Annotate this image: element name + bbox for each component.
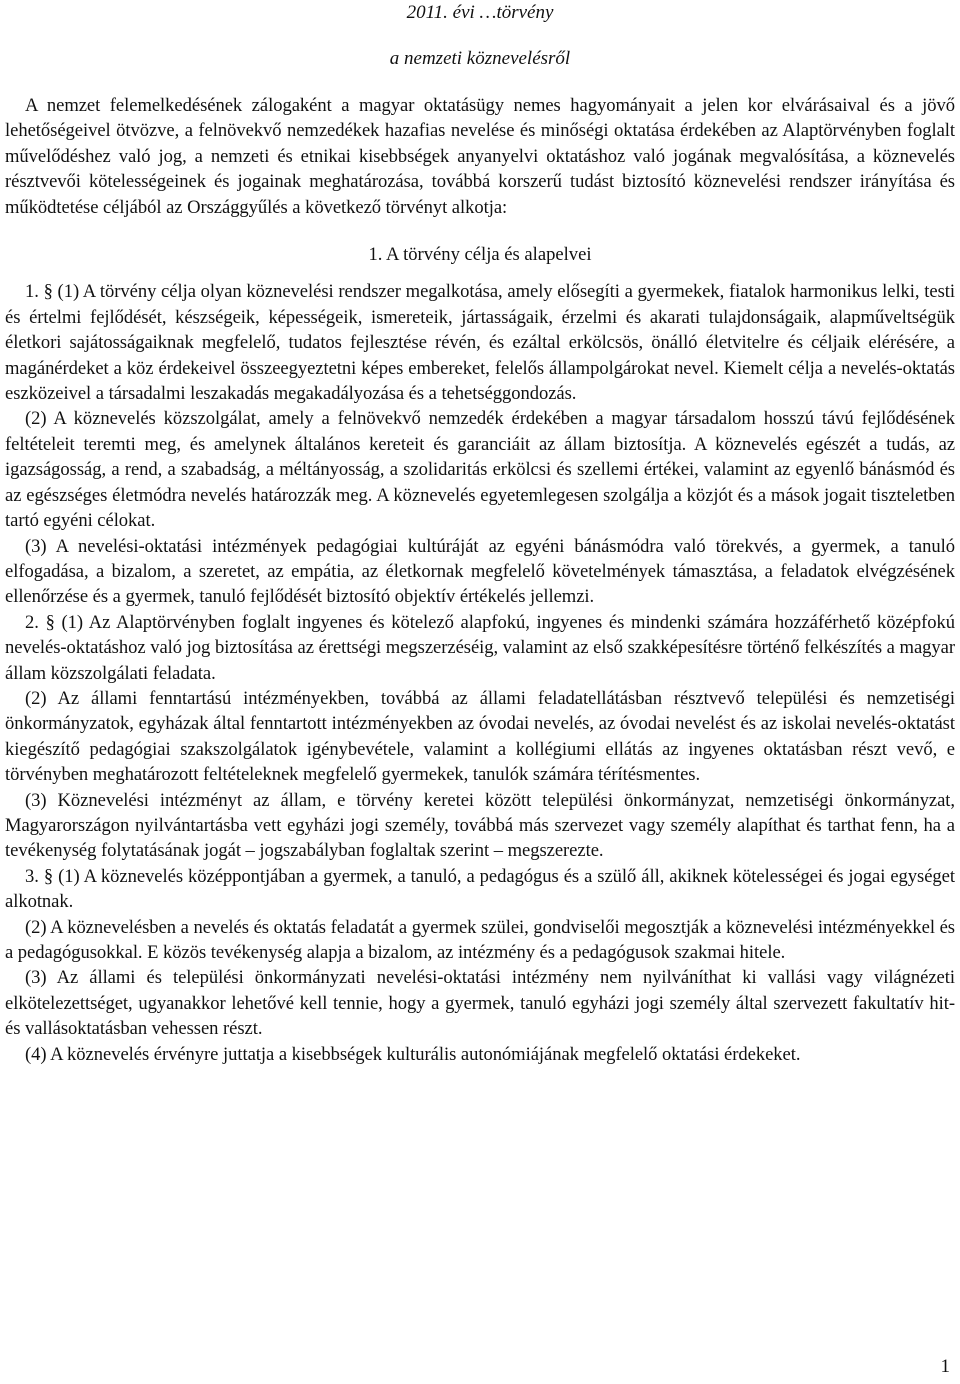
section-2-paragraph-1: 2. § (1) Az Alaptörvényben foglalt ingyenes és kötelező alapfokú, ingyenes és mindenki számára hozzáférhető középfokú nevelés-oktatáshoz való jog biztosítása az érettségi megszerzéséig, valamint az első szakképesítésre történő felkészítés a magyar állam közszolgálati feladata.: [5, 611, 955, 684]
section-3-paragraph-1: 3. § (1) A köznevelés középpontjában a gyermek, a tanuló, a pedagógus és a szülő áll, akiknek kötelességei és jogai egységet alkotnak.: [5, 865, 955, 913]
section-2-paragraph-2: (2) Az állami fenntartású intézményekben, továbbá az állami feladatellátásban résztvevő települési és nemzetiségi önkormányzatok, egyházak által fenntartott intézményekben az óvodai nevelés, az óvodai nevelést és az iskolai nevelés-oktatást kiegészítő pedagógiai szakszolgálatok igénybevétele, valamint a kollégiumi ellátás az ingyenes oktatásban részt vevő, e törvényben meghatározott feltételeknek megfelelő gyermekek, tanulók számára térítésmentes.: [5, 687, 955, 786]
section-1-paragraph-1: 1. § (1) A törvény célja olyan köznevelési rendszer megalkotása, amely elősegíti a gyermekek, fiatalok harmonikus lelki, testi és értelmi fejlődését, készségeik, képességeik, ismereteik, jártasságaik, érzelmi és akarati tulajdonságaik, alapműveltségük életkori sajátosságaiknak megfelelő, tudatos fejlesztése révén, és ezáltal erkölcsös, önálló életvitelre és céljaik elérésére, a magánérdeket a köz érdekeivel összeegyeztetni képes embereket, felelős állampolgárokat nevel. Kiemelt célja a nevelés-oktatás eszközeivel a társadalmi leszakadás megakadályozása és a tehetséggondozás.: [5, 281, 955, 405]
section-1-paragraph-3: (3) A nevelési-oktatási intézmények pedagógiai kultúráját az egyéni bánásmódra való törekvés, a gyermek, a tanuló elfogadása, a bizalom, a szeretet, az empátia, az életkornak megfelelő követelmények támasztása, a feladatok elvégzésének ellenőrzése és a gyermek, tanuló fejlődését biztosító objektív értékelés jellemzi.: [5, 535, 955, 608]
law-number-title: 2011. évi …törvény: [406, 2, 554, 23]
section-2-paragraph-3: (3) Köznevelési intézményt az állam, e törvény keretei között települési önkormányzat, nemzetiségi önkormányzat, Magyarországon nyilvántartásba vett egyházi jogi személy, továbbá más szervezet vagy személy alapíthat és tarthat fenn, ha a tevékenység folytatásának jogát – jogszabályban foglaltak szerint – megszerezte.: [5, 789, 955, 862]
section-3-paragraph-3: (3) Az állami és települési önkormányzati nevelési-oktatási intézmény nem nyilváníthat ki vallási vagy világnézeti elkötelezettséget, ugyanakkor lehetővé kell tennie, hogy a gyermek, tanuló egyházi jogi személy által szervezett fakultatív hit- és vallásoktatásban vehessen részt.: [5, 967, 955, 1040]
section-1-paragraph-2: (2) A köznevelés közszolgálat, amely a felnövekvő nemzedék érdekében a magyar társadalom hosszú távú fejlődésének feltételeit teremti meg, és amelynek általános kereteit és garanciáit az állam biztosítja. A köznevelés egészét a tudás, az igazságosság, a rend, a szabadság, a méltányosság, a szolidaritás erkölcsi és szellemi értékei, valamint az egyenlő bánásmód és az egészséges életmódra nevelés határozzák meg. A köznevelés egyetemlegesen szolgálja a közjót és a mások jogait tiszteletben tartó egyéni célokat.: [5, 408, 955, 532]
preamble-text: A nemzet felemelkedésének zálogaként a magyar oktatásügy nemes hagyományait a jelen kor elvárásaival és a jövő lehetőségeivel ötvözve, a felnövekvő nemzedékek hazafias nevelése és minőségi oktatása érdekében az Alaptörvényben foglalt művelődéshez való jog, a nemzeti és etnikai kisebbségek anyanyelvi oktatáshoz való jogának megvalósítása, a köznevelés résztvevői kötelességeinek és jogainak meghatározása, továbbá korszerű tudást biztosító köznevelési rendszer irányítása és működtetése céljából az Országgyűlés a következő törvényt alkotja:: [5, 95, 955, 218]
section-3-paragraph-4: (4) A köznevelés érvényre juttatja a kisebbségek kulturális autonómiájának megfelelő oktatási érdekeket.: [25, 1043, 801, 1065]
page-number: 1: [940, 1356, 950, 1377]
document-page: [5, 0, 955, 1067]
law-subject-title: a nemzeti köznevelésről: [389, 48, 571, 69]
section-3-paragraph-2: (2) A köznevelésben a nevelés és oktatás feladatát a gyermek szülei, gondviselői megosztják a köznevelési intézményekkel és a pedagógusokkal. E közös tevékenység alapja a bizalom, az intézmény és a pedagógusok szakmai hitele.: [5, 916, 955, 963]
chapter-heading: 1. A törvény célja és alapelvei: [368, 244, 592, 266]
